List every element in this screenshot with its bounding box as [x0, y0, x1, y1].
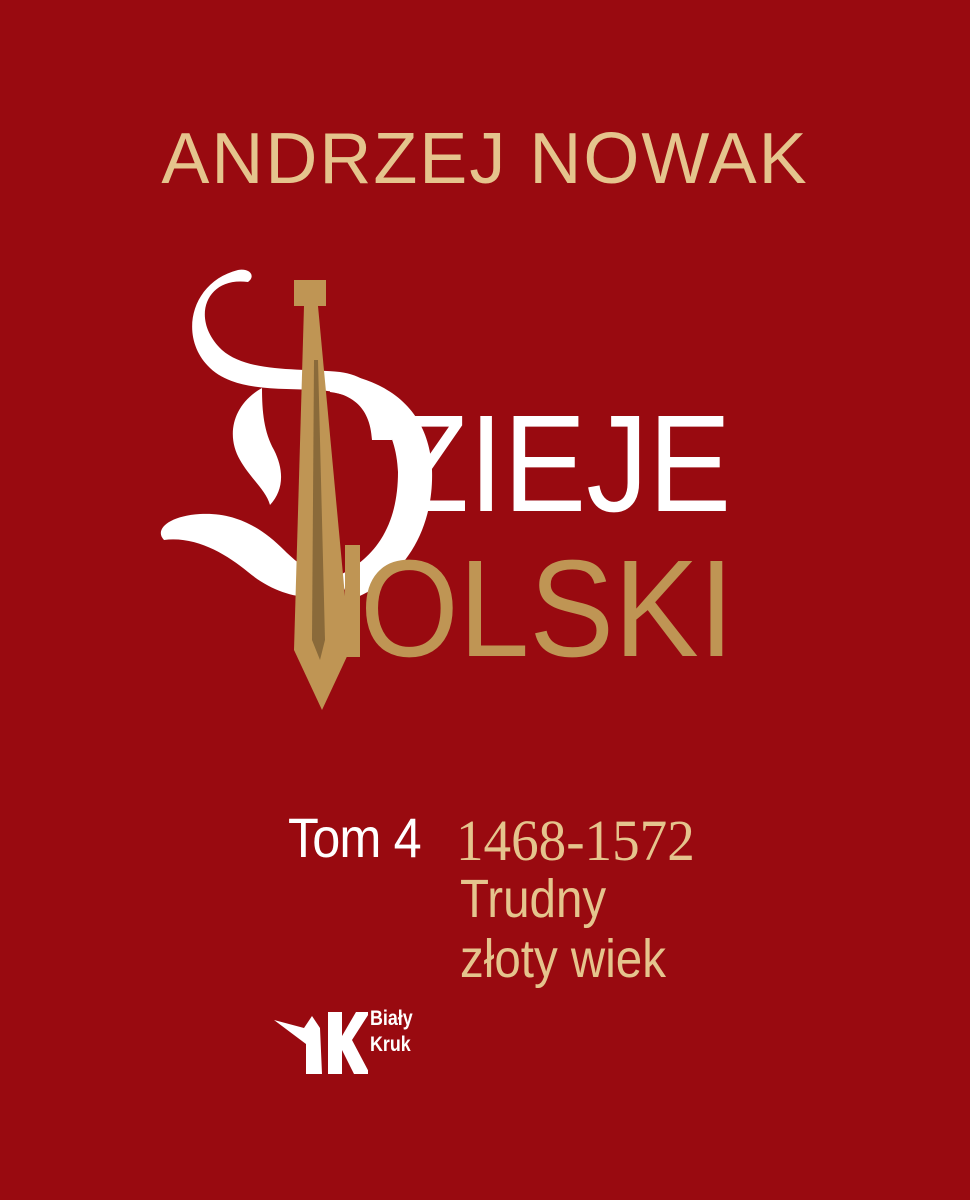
title-line-1: ZIEJE — [393, 387, 732, 541]
sword-graphic — [294, 280, 360, 710]
volume-label: Tom 4 — [288, 806, 421, 869]
subtitle-line-1: Trudny — [460, 869, 607, 929]
subtitle-line-2: złoty wiek — [460, 929, 666, 989]
title-line-2: OLSKI — [360, 532, 735, 686]
publisher-name-line-1: Biały — [370, 1007, 413, 1030]
author-name: ANDRZEJ NOWAK — [161, 119, 809, 199]
d-top-flourish — [192, 270, 392, 440]
raven-k-icon — [272, 1006, 368, 1076]
publisher-logo — [272, 1006, 452, 1076]
sword-crossguard — [294, 280, 326, 306]
d-inner-flame — [233, 388, 281, 505]
volume-years: 1468-1572 — [456, 808, 695, 873]
publisher-name-line-2: Kruk — [370, 1033, 411, 1056]
p-bowl-gold — [345, 545, 360, 657]
